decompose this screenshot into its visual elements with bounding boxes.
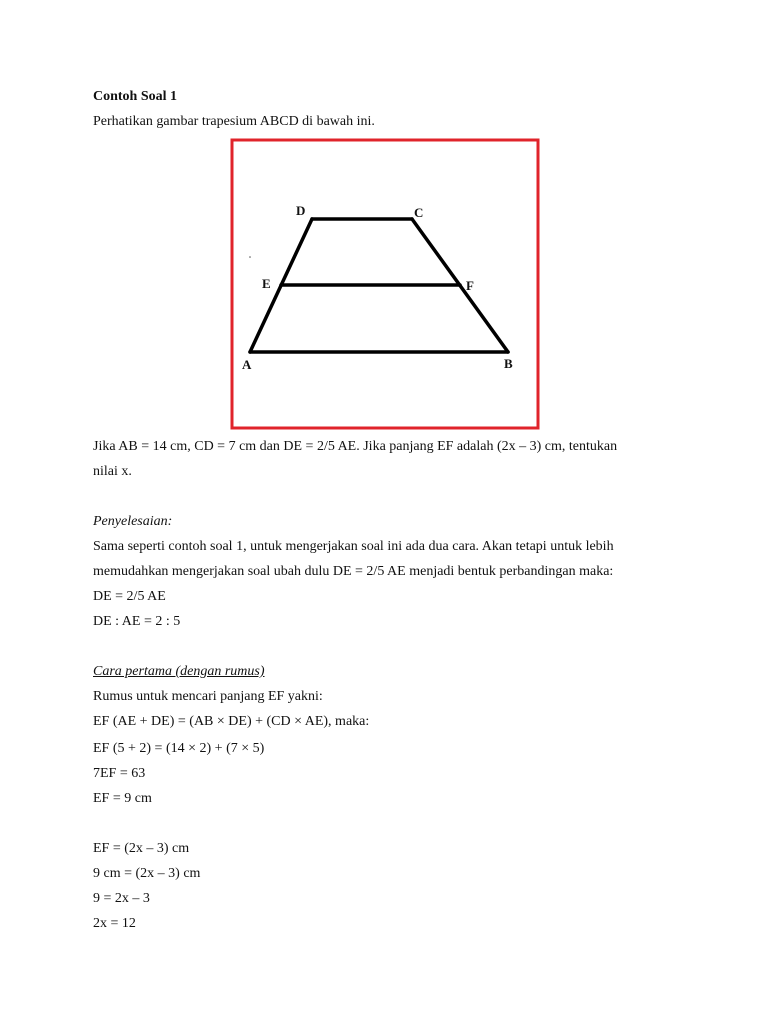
trapezoid-diagram xyxy=(230,138,540,430)
step-5: 9 cm = (2x – 3) cm xyxy=(93,866,201,881)
question-line-2: nilai x. xyxy=(93,464,132,479)
label-f: F xyxy=(466,278,474,293)
step-4: EF = (2x – 3) cm xyxy=(93,841,190,856)
label-c: C xyxy=(414,205,424,220)
ratio-line-1: DE = 2/5 AE xyxy=(93,589,166,604)
formula-intro: Rumus untuk mencari panjang EF yakni: xyxy=(93,689,323,704)
label-b: B xyxy=(504,356,513,371)
trapezoid-figure xyxy=(230,138,540,430)
label-d: D xyxy=(296,203,306,218)
step-2: 7EF = 63 xyxy=(93,766,146,781)
solution-line-1: Sama seperti contoh soal 1, untuk mengerjakan soal ini ada dua cara. Akan tetapi untuk lebih xyxy=(93,539,614,554)
solution-line-2: memudahkan mengerjakan soal ubah dulu DE = 2/5 AE menjadi bentuk perbandingan maka: xyxy=(93,564,614,579)
stray-dot xyxy=(249,256,251,258)
method-heading: Cara pertama (dengan rumus) xyxy=(93,664,265,679)
step-1: EF (5 + 2) = (14 × 2) + (7 × 5) xyxy=(93,741,265,756)
label-e: E xyxy=(262,276,271,291)
intro-text: Perhatikan gambar trapesium ABCD di bawah ini. xyxy=(93,114,375,129)
step-7: 2x = 12 xyxy=(93,916,136,931)
question-line-1: Jika AB = 14 cm, CD = 7 cm dan DE = 2/5 AE. Jika panjang EF adalah (2x – 3) cm, tentukan xyxy=(93,439,618,454)
ratio-line-2: DE : AE = 2 : 5 xyxy=(93,614,181,629)
section-title: Contoh Soal 1 xyxy=(93,89,178,104)
formula-line: EF (AE + DE) = (AB × DE) + (CD × AE), maka: xyxy=(93,714,370,729)
label-a: A xyxy=(242,357,252,372)
step-6: 9 = 2x – 3 xyxy=(93,891,150,906)
step-3: EF = 9 cm xyxy=(93,791,152,806)
solution-heading: Penyelesaian: xyxy=(93,514,173,529)
